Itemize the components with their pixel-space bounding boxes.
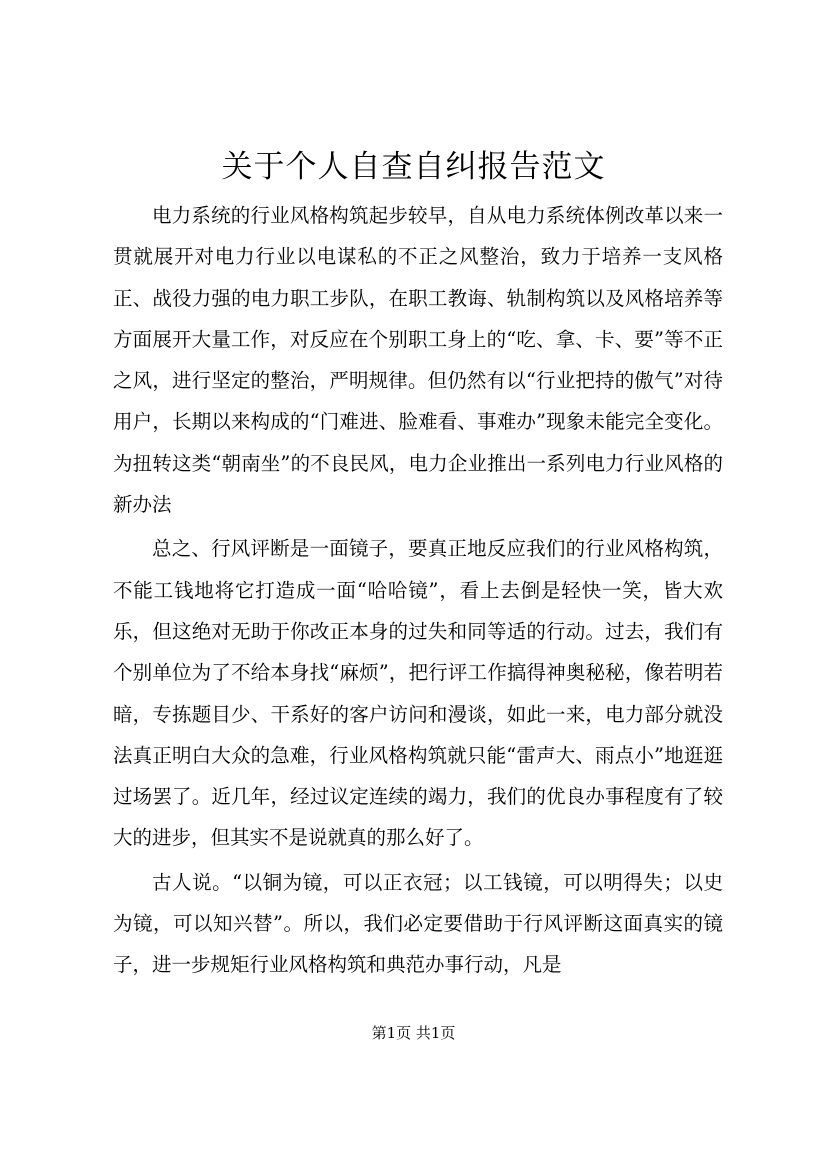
document-body xyxy=(113,195,723,986)
paragraph: 电力系统的行业风格构筑起步较早，自从电力系统体例改革以来一贯就展开对电力行业以电谋私的不正之风整治，致力于培养一支风格正、战役力强的电力职工步队，在职工教诲、轨制构筑以及风格培养等方面展开大量工作，对反应在个别职工身上的“吃、拿、卡、要”等不正之风，进行坚定的整治，严明规律。但仍然有以“行业把持的傲气”对待用户，长期以来构成的“门难进、脸难看、事难办”现象未能完全变化。为扭转这类“朝南坐”的不良民风，电力企业推出一系列电力行业风格的新办法 xyxy=(113,204,723,517)
page-number-footer: 第1页 共1页 xyxy=(371,1024,456,1042)
document-title: 关于个人自查自纠报告范文 xyxy=(221,149,606,185)
paragraph: 古人说。“以铜为镜，可以正衣冠；以工钱镜，可以明得失；以史为镜，可以知兴替”。所以，我们必定要借助于行风评断这面真实的镜子，进一步规矩行业风格构筑和典范办事行动，凡是 xyxy=(113,870,723,977)
paragraph: 总之、行风评断是一面镜子，要真正地反应我们的行业风格构筑，不能工钱地将它打造成一面“哈哈镜”，看上去倒是轻快一笑，皆大欢乐，但这绝对无助于你改正本身的过失和同等适的行动。过去，我们有个别单位为了不给本身找“麻烦”，把行评工作搞得神奥秘秘，像若明若暗，专拣题目少、干系好的客户访问和漫谈，如此一来，电力部分就没法真正明白大众的急难，行业风格构筑就只能“雷声大、雨点小”地逛逛过场罢了。近几年，经过议定连续的竭力，我们的优良办事程度有了较大的进步，但其实不是说就真的那么好了。 xyxy=(113,537,723,850)
